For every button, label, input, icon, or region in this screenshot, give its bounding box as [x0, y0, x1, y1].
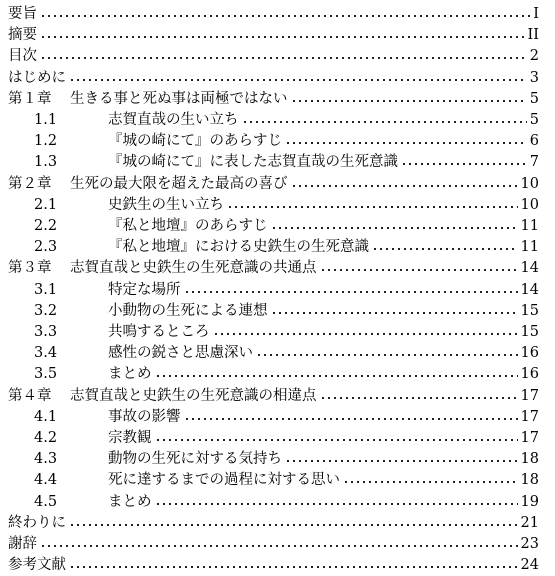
toc-entry[interactable]: [8, 109, 539, 131]
dot-leader: [372, 246, 518, 252]
toc-entry[interactable]: [8, 491, 539, 513]
toc-entry-page: 11: [520, 239, 539, 256]
toc-entry[interactable]: [8, 406, 539, 428]
toc-entry-title: 宗教観: [108, 430, 152, 446]
dot-leader: [320, 267, 518, 273]
toc-entry-page: 23: [520, 536, 539, 552]
toc-entry[interactable]: [8, 67, 539, 89]
toc-entry-page: 6: [529, 133, 539, 150]
toc-entry-title: 動物の生死に対する気持ち: [108, 451, 282, 468]
toc-entry[interactable]: [8, 448, 539, 470]
toc-entry[interactable]: [8, 3, 539, 25]
dot-leader: [69, 564, 518, 570]
dot-leader: [213, 331, 518, 337]
toc-entry-page: 17: [520, 408, 539, 425]
toc-entry-number: 第２章: [8, 175, 52, 192]
toc-entry[interactable]: [8, 45, 539, 67]
toc-entry-number: 4.3: [34, 451, 58, 468]
toc-entry[interactable]: [8, 342, 539, 364]
toc-entry-title: 参考文献: [8, 557, 66, 574]
toc-entry[interactable]: [8, 300, 539, 322]
toc-entry[interactable]: [8, 130, 539, 152]
toc-entry-title: 終わりに: [8, 514, 66, 531]
toc-entry-page: 2: [529, 48, 539, 65]
toc-entry-page: 16: [520, 345, 539, 362]
toc-entry-title: はじめに: [8, 69, 66, 86]
toc-entry[interactable]: [8, 173, 539, 195]
toc-entry-page: 21: [520, 514, 539, 531]
toc-entry-number: 4.1: [34, 408, 58, 425]
toc-entry-title: 史鉄生の生い立ち: [108, 196, 224, 213]
toc-entry-title: 謝辞: [8, 536, 37, 552]
toc-entry-title: 『城の崎にて』に表した志賀直哉の生死意識: [108, 154, 398, 171]
toc-entry-page: I: [533, 6, 539, 22]
toc-entry-title: 目次: [8, 48, 37, 65]
toc-entry[interactable]: [8, 533, 539, 555]
dot-leader: [271, 310, 518, 316]
toc-entry-page: II: [527, 27, 539, 44]
toc-entry-page: 14: [520, 260, 539, 277]
toc-entry-page: 5: [529, 90, 539, 107]
toc-entry-number: 3.4: [34, 345, 58, 362]
dot-leader: [256, 352, 518, 358]
toc-entry-title: 生きる事と死ぬ事は両極ではない: [70, 90, 288, 107]
toc-entry[interactable]: [8, 363, 539, 385]
toc-entry-page: 10: [520, 196, 539, 213]
dot-leader: [271, 225, 518, 231]
dot-leader: [40, 55, 527, 61]
toc-entry-number: 1.1: [34, 112, 58, 128]
toc-entry-number: 1.2: [34, 133, 58, 150]
toc-entry[interactable]: [8, 279, 539, 301]
toc-entry-title: 『私と地壇』における史鉄生の生死意識: [108, 239, 369, 256]
toc-entry-page: 18: [520, 472, 539, 489]
dot-leader: [291, 98, 527, 104]
dot-leader: [40, 34, 525, 40]
toc-entry-page: 18: [520, 451, 539, 468]
toc-entry-page: 17: [520, 430, 539, 446]
toc-entry[interactable]: [8, 257, 539, 279]
toc-entry-number: 2.2: [34, 218, 58, 234]
toc-entry-number: 第４章: [8, 387, 52, 404]
toc-entry-title: 死に達するまでの過程に対する思い: [108, 472, 340, 489]
toc-entry-page: 17: [520, 387, 539, 404]
toc-entry-page: 15: [520, 302, 539, 319]
toc-entry-number: 第３章: [8, 260, 52, 277]
toc-entry-title: 感性の鋭さと思慮深い: [108, 345, 253, 362]
toc-entry-title: 志賀直哉と史鉄生の生死意識の相違点: [70, 387, 317, 404]
dot-leader: [69, 522, 518, 528]
toc-entry-number: 3.3: [34, 324, 58, 340]
toc-entry-page: 19: [520, 493, 539, 510]
toc-entry[interactable]: [8, 88, 539, 110]
toc-entry-title: 摘要: [8, 27, 37, 44]
dot-leader: [155, 373, 518, 379]
toc-entry[interactable]: [8, 151, 539, 173]
toc-entry-page: 7: [529, 154, 539, 171]
toc-entry-title: 事故の影響: [108, 408, 181, 425]
toc-entry-title: 『私と地壇』のあらすじ: [108, 218, 268, 234]
toc-entry-title: 志賀直哉の生い立ち: [108, 112, 239, 128]
toc-entry-title: 『城の崎にて』のあらすじ: [108, 133, 282, 150]
toc-entry-title: 生死の最大限を超えた最高の喜び: [70, 175, 288, 192]
dot-leader: [184, 416, 518, 422]
toc-entry[interactable]: [8, 215, 539, 237]
dot-leader: [320, 395, 518, 401]
toc-entry[interactable]: [8, 321, 539, 343]
dot-leader: [40, 13, 530, 19]
toc-entry-number: 4.2: [34, 430, 58, 446]
toc-entry[interactable]: [8, 512, 539, 534]
toc-entry-number: 2.1: [34, 196, 58, 213]
dot-leader: [291, 183, 518, 189]
toc-entry-title: 志賀直哉と史鉄生の生死意識の共通点: [70, 260, 317, 277]
toc-entry-page: 24: [520, 557, 539, 574]
toc-entry-page: 10: [520, 175, 539, 192]
toc-entry-number: 3.1: [34, 281, 58, 298]
dot-leader: [343, 479, 518, 485]
toc-entry[interactable]: [8, 469, 539, 491]
dot-leader: [401, 161, 527, 167]
toc-entry-title: 要旨: [8, 6, 37, 22]
dot-leader: [155, 437, 518, 443]
toc-entry-number: 3.2: [34, 302, 58, 319]
toc-entry-title: まとめ: [108, 366, 152, 383]
toc-entry-page: 16: [520, 366, 539, 383]
toc-entry-title: 小動物の生死による連想: [108, 302, 268, 319]
toc-entry-page: 15: [520, 324, 539, 340]
toc-entry-number: 第１章: [8, 90, 52, 107]
dot-leader: [227, 204, 518, 210]
toc-entry[interactable]: [8, 24, 539, 46]
toc-entry-number: 4.5: [34, 493, 58, 510]
toc-entry-number: 2.3: [34, 239, 58, 256]
toc-entry-title: 共鳴するところ: [108, 324, 210, 340]
toc-entry-number: 1.3: [34, 154, 58, 171]
toc-entry[interactable]: [8, 427, 539, 449]
toc-entry[interactable]: [8, 385, 539, 407]
dot-leader: [285, 458, 518, 464]
toc-entry-number: 4.4: [34, 472, 58, 489]
toc-entry-page: 3: [529, 69, 539, 86]
dot-leader: [285, 140, 527, 146]
toc-entry-page: 14: [520, 281, 539, 298]
toc-entry-page: 11: [520, 218, 539, 234]
dot-leader: [40, 543, 518, 549]
toc-entry[interactable]: [8, 554, 539, 576]
toc-entry-title: 特定な場所: [108, 281, 181, 298]
dot-leader: [184, 289, 518, 295]
toc-entry[interactable]: [8, 194, 539, 216]
toc-entry-page: 5: [529, 112, 539, 128]
dot-leader: [69, 77, 527, 83]
toc-entry-title: まとめ: [108, 493, 152, 510]
dot-leader: [155, 501, 518, 507]
toc-entry-number: 3.5: [34, 366, 58, 383]
toc-entry[interactable]: [8, 236, 539, 258]
dot-leader: [242, 119, 527, 125]
